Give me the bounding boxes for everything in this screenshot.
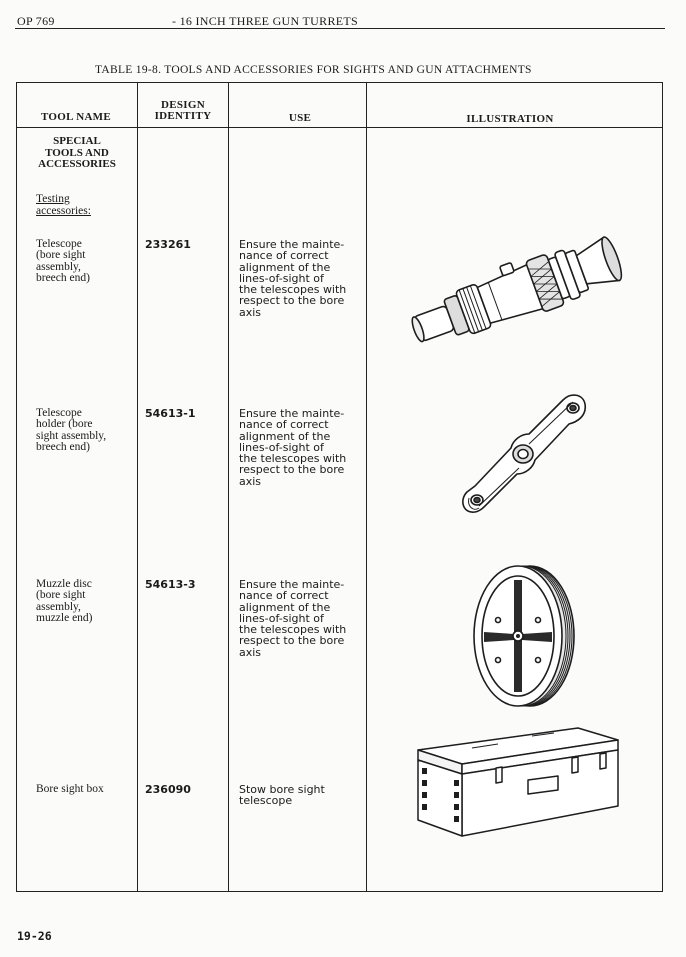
subsection-heading: Testing accessories: — [36, 193, 91, 217]
table-caption: TABLE 19-8. TOOLS AND ACCESSORIES FOR SIGHTS AND GUN ATTACHMENTS — [95, 64, 532, 76]
header-rule — [15, 28, 665, 29]
table-row-2-design-identity: 54613-1 — [145, 407, 196, 420]
document-code: OP 769 — [17, 14, 55, 28]
column-header-tool-name: TOOL NAME — [40, 111, 112, 123]
table-row-3-tool-name: Muzzle disc (bore sight assembly, muzzle end) — [36, 578, 93, 624]
table-row-4-design-identity: 236090 — [145, 783, 191, 796]
bore-sight-box-illustration — [412, 724, 624, 844]
header-row-rule — [16, 127, 663, 128]
table-row-1-design-identity: 233261 — [145, 238, 191, 251]
table-row-4-tool-name: Bore sight box — [36, 783, 104, 795]
column-divider-3 — [366, 82, 367, 892]
column-divider-2 — [228, 82, 229, 892]
table-row-4-use: Stow bore sight telescope — [239, 783, 325, 808]
telescope-illustration — [405, 230, 641, 350]
column-header-illustration: ILLUSTRATION — [466, 113, 554, 125]
column-header-design-identity: DESIGN IDENTITY — [154, 99, 212, 122]
table-row-3-design-identity: 54613-3 — [145, 578, 196, 591]
column-divider-1 — [137, 82, 138, 892]
table-row-2-use: Ensure the mainte- nance of correct alignment of the lines-of-sight of the telescopes with respect to the bore axis — [239, 407, 347, 488]
table-row-1-use: Ensure the mainte- nance of correct alignment of the lines-of-sight of the telescopes with respect to the bore axis — [239, 238, 347, 319]
column-header-use: USE — [288, 112, 312, 124]
muzzle-disc-illustration — [468, 560, 580, 710]
table-row-3-use: Ensure the mainte- nance of correct alignment of the lines-of-sight of the telescopes with respect to the bore axis — [239, 578, 347, 659]
page-number: 19-26 — [17, 929, 52, 943]
section-heading: SPECIAL TOOLS AND ACCESSORIES — [38, 135, 116, 170]
document-title: - 16 INCH THREE GUN TURRETS — [172, 14, 358, 28]
table-row-2-tool-name: Telescope holder (bore sight assembly, breech end) — [36, 407, 107, 453]
telescope-holder-illustration — [455, 388, 595, 528]
table-row-1-tool-name: Telescope (bore sight assembly, breech end) — [36, 238, 90, 284]
